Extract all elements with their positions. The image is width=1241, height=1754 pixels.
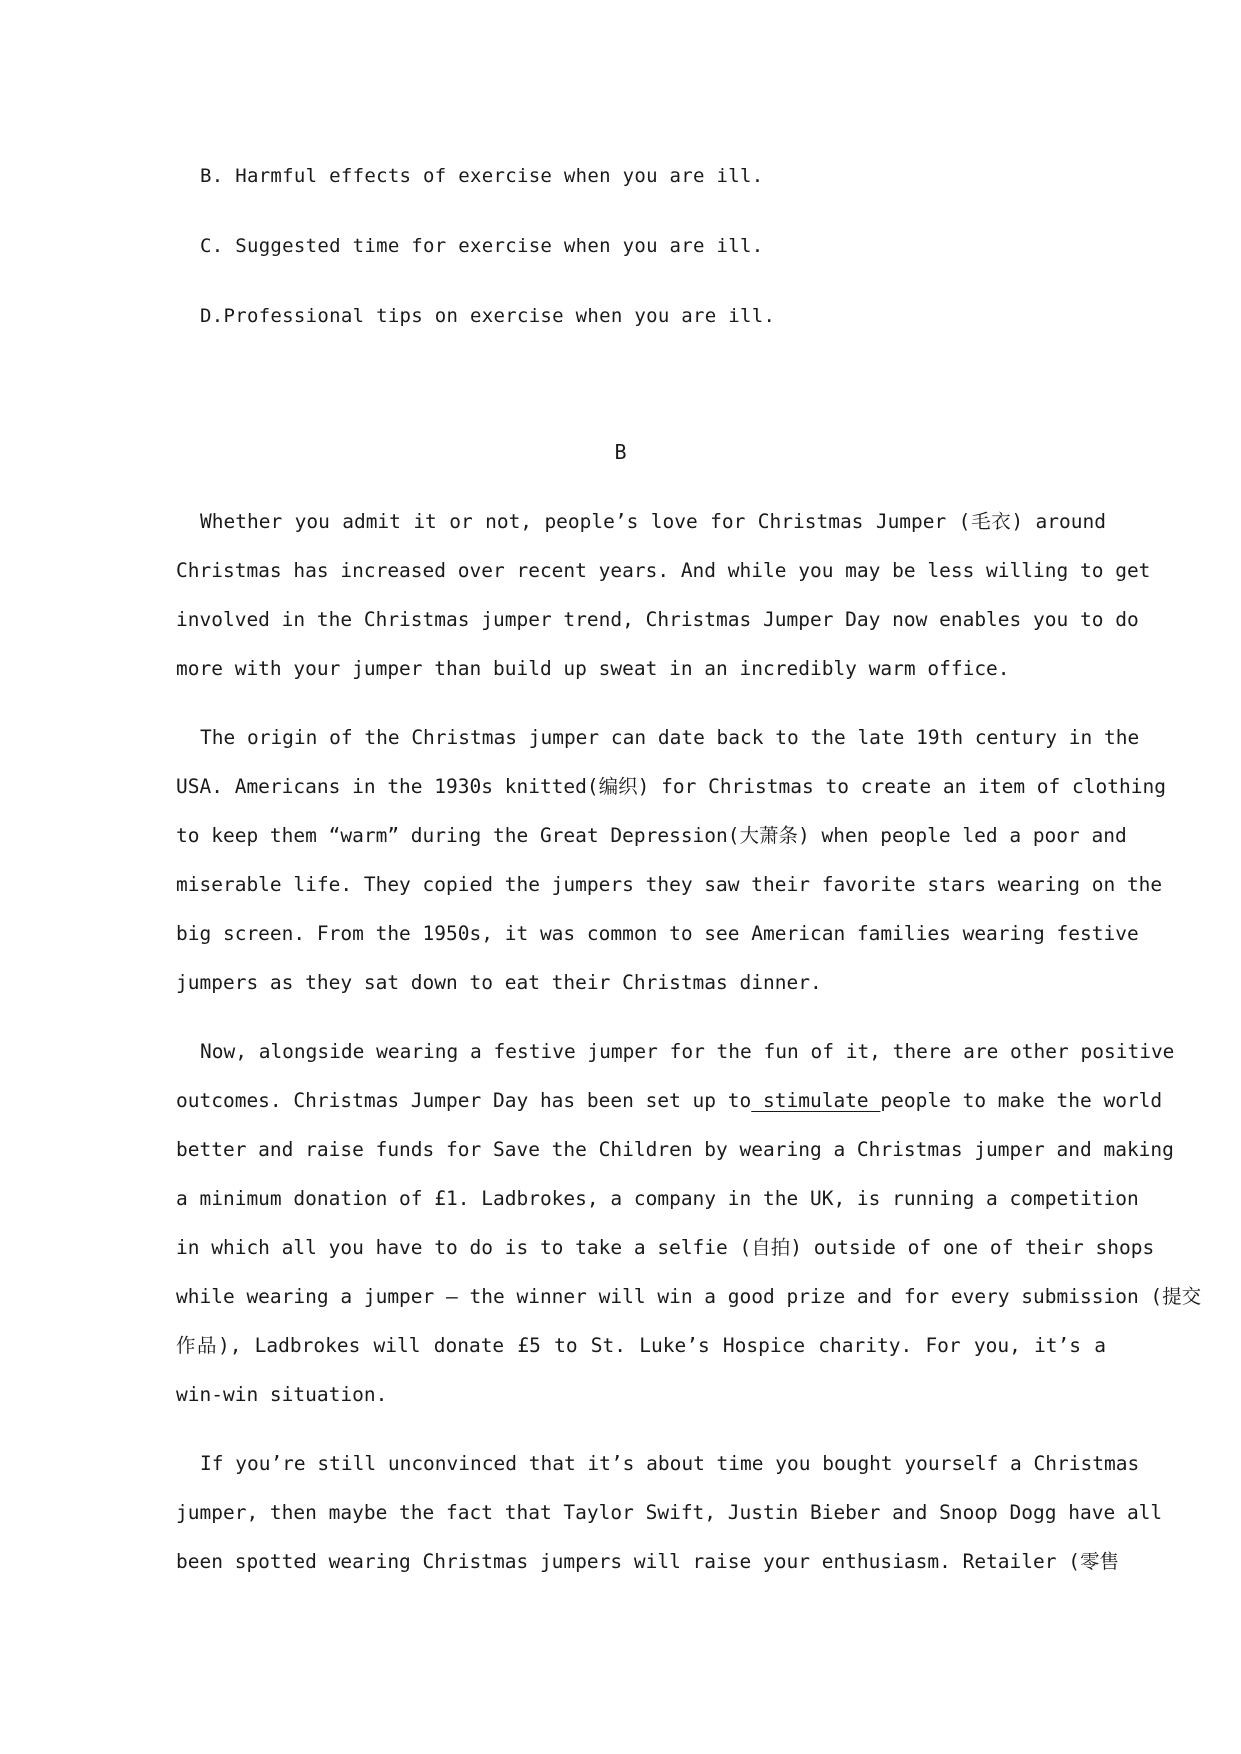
paragraph-line: 作品), Ladbrokes will donate £5 to St. Luke’s Hospice charity. For you, it’s a — [176, 1334, 1106, 1357]
option-c[interactable]: C. Suggested time for exercise when you are ill. — [200, 235, 764, 257]
option-b[interactable]: B. Harmful effects of exercise when you are ill. — [200, 165, 764, 187]
paragraph-line: been spotted wearing Christmas jumpers will raise your enthusiasm. Retailer (零售 — [176, 1550, 1119, 1573]
paragraph-line: more with your jumper than build up sweat in an incredibly warm office. — [176, 657, 1010, 680]
paragraph-line: USA. Americans in the 1930s knitted(编织) for Christmas to create an item of clothing — [176, 775, 1166, 798]
section-heading: B — [614, 440, 627, 464]
paragraph-line: big screen. From the 1950s, it was common to see American families wearing festive — [176, 922, 1139, 945]
option-d[interactable]: D.Professional tips on exercise when you are ill. — [200, 305, 776, 327]
paragraph-line: miserable life. They copied the jumpers they saw their favorite stars wearing on the — [176, 873, 1163, 896]
paragraph-line: to keep them “warm” during the Great Depression(大萧条) when people led a poor and — [176, 824, 1127, 847]
paragraph-line: Now, alongside wearing a festive jumper for the fun of it, there are other positive — [200, 1040, 1175, 1063]
paragraph-line: win-win situation. — [176, 1383, 388, 1406]
paragraph-line: jumpers as they sat down to eat their Christmas dinner. — [176, 971, 822, 994]
paragraph-line: in which all you have to do is to take a selfie (自拍) outside of one of their shops — [176, 1236, 1155, 1259]
paragraph-line — [176, 1089, 1163, 1113]
paragraph-line: involved in the Christmas jumper trend, Christmas Jumper Day now enables you to do — [176, 608, 1139, 631]
paragraph-line: jumper, then maybe the fact that Taylor Swift, Justin Bieber and Snoop Dogg have all — [176, 1501, 1163, 1524]
paragraph-line: better and raise funds for Save the Children by wearing a Christmas jumper and making — [176, 1138, 1174, 1161]
line-text: outcomes. Christmas Jumper Day has been set up to — [176, 1089, 752, 1112]
paragraph-line: a minimum donation of £1. Ladbrokes, a company in the UK, is running a competition — [176, 1187, 1139, 1210]
paragraph-line: Whether you admit it or not, people’s love for Christmas Jumper (毛衣) around — [200, 510, 1106, 533]
paragraph-line: while wearing a jumper — the winner will win a good prize and for every submission (提交 — [176, 1285, 1202, 1308]
paragraph-line: If you’re still unconvinced that it’s about time you bought yourself a Christmas — [200, 1452, 1140, 1475]
paragraph-line: Christmas has increased over recent years. And while you may be less willing to get — [176, 559, 1151, 582]
line-text: people to make the world — [880, 1089, 1163, 1112]
paragraph-line: The origin of the Christmas jumper can date back to the late 19th century in the — [200, 726, 1140, 749]
underlined-word: stimulate — [751, 1089, 881, 1112]
